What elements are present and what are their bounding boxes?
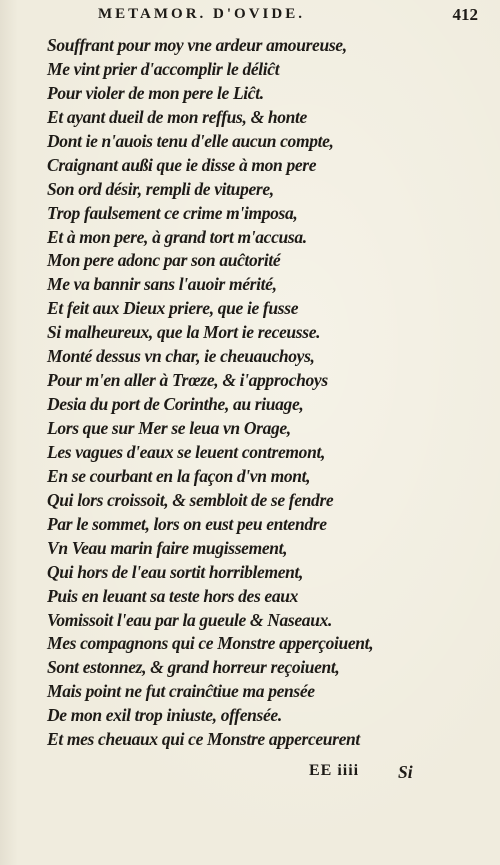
verse-line: En se courbant en la façon d'vn mont, [47, 465, 311, 486]
page-header [98, 6, 478, 28]
verse-line: De mon exil trop iniuste, offensée. [47, 705, 282, 726]
verse-line: Les vagues d'eaux se leuent contremont, [47, 441, 326, 462]
running-title: METAMOR. D'OVIDE. [98, 6, 305, 22]
signature-mark: EE iiii [309, 762, 360, 779]
page-footer [0, 762, 500, 786]
verse-line: Dont ie n'auois tenu d'elle aucun compte, [47, 130, 334, 151]
verse-line: Pour m'en aller à Trœze, & i'approchoys [47, 370, 328, 391]
verse-line: Si malheureux, que la Mort ie receusse. [47, 322, 321, 343]
page-number: 412 [452, 5, 478, 24]
verse-line: Sont estonnez, & grand horreur reçoiuent, [47, 657, 340, 678]
verse-line: Trop faulsement ce crime m'imposa, [47, 202, 298, 223]
verse-line: Et mes cheuaux qui ce Monstre apperceurent [47, 729, 360, 750]
verse-line: Craignant außi que ie disse à mon pere [47, 154, 317, 175]
verse-line: Pour violer de mon pere le Liĉt. [47, 82, 264, 103]
verse-line: Mes compagnons qui ce Monstre apperçoiuent, [47, 633, 374, 654]
verse-line: Qui hors de l'eau sortit horriblement, [47, 561, 304, 582]
verse-line: Mon pere adonc par son auĉtorité [47, 250, 281, 271]
catchword: Si [398, 762, 413, 782]
verse-line: Me va bannir sans l'auoir mérité, [47, 274, 277, 295]
verse-line: Par le sommet, lors on eust peu entendre [47, 513, 327, 534]
verse-line: Son ord désir, rempli de vitupere, [47, 178, 274, 199]
verse-line: Et feit aux Dieux priere, que ie fusse [47, 298, 299, 319]
verse-line: Monté dessus vn char, ie cheuauchoys, [47, 346, 315, 367]
verse-line: Desia du port de Corinthe, au riuage, [47, 394, 304, 415]
verse-line: Souffrant pour moy vne ardeur amoureuse, [47, 35, 347, 55]
verse-line: Et ayant dueil de mon reffus, & honte [47, 106, 307, 127]
verse-line: Puis en leuant sa teste hors des eaux [47, 585, 299, 606]
verse-block [47, 34, 487, 752]
verse-line: Et à mon pere, à grand tort m'accusa. [47, 226, 307, 247]
verse-line: Qui lors croissoit, & sembloit de se fendre [47, 489, 334, 510]
verse-line: Lors que sur Mer se leua vn Orage, [47, 418, 291, 438]
verse-line: Mais point ne fut crainĉtiue ma pensée [47, 681, 315, 702]
verse-line: Vn Veau marin faire mugissement, [47, 537, 288, 558]
verse-line: Me vint prier d'accomplir le déliĉt [47, 58, 280, 79]
verse-line: Vomissoit l'eau par la gueule & Naseaux. [47, 609, 332, 630]
